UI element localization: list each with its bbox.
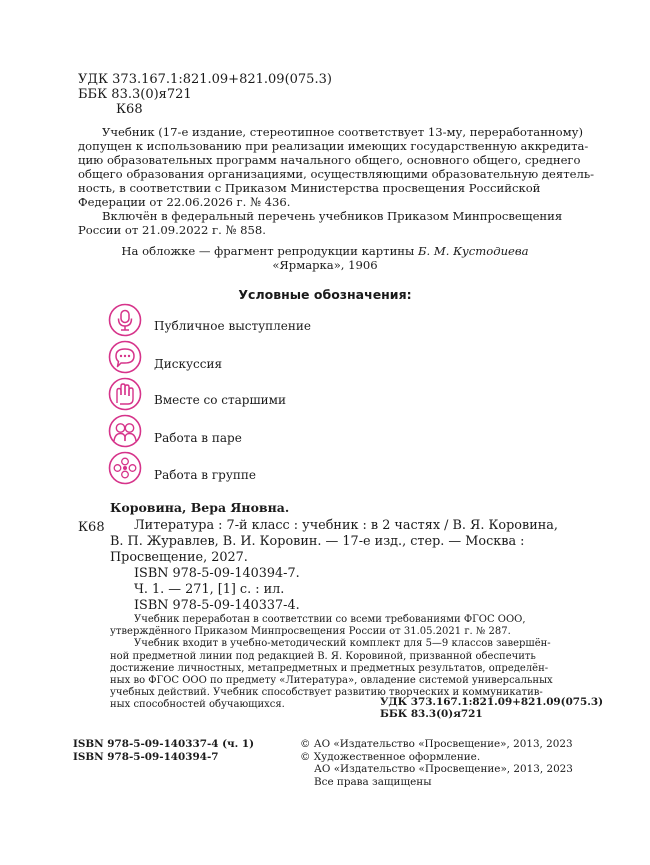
pair-icon (108, 414, 142, 448)
footer-isbn (73, 738, 254, 764)
record-code: К68 (78, 520, 105, 535)
group-icon (108, 451, 142, 485)
bibliographic-record (110, 518, 600, 614)
isbn-line: ISBN 978-5-09-140394-7. (134, 566, 300, 581)
author-mark: К68 (116, 102, 143, 117)
approval-line: Учебник (17-е издание, стереотипное соответствует 13-му, переработанному) (102, 125, 584, 139)
approval-line: России от 21.09.2022 г. № 858. (78, 223, 266, 237)
legend-title: Условные обозначения: (238, 287, 412, 302)
legend-item-pair-work (108, 414, 408, 448)
legend-label: Дискуссия (154, 357, 223, 371)
legend-label: Публичное выступление (154, 319, 311, 333)
approval-line: цию образовательных программ начального общего, основного общего, среднего (78, 153, 581, 167)
approval-paragraph (78, 125, 594, 237)
footer-bbk: ББК 83.3(0)я721 (380, 708, 483, 720)
annotation-line: ных способностей обучающихся. (110, 699, 285, 711)
hands-icon (108, 377, 142, 411)
cover-painting: «Ярмарка», 1906 (272, 258, 378, 272)
annotation-line: Учебник переработан в соответствии со всеми требованиями ФГОС ООО, (134, 614, 526, 625)
cover-artist: Б. М. Кустодиева (417, 244, 529, 258)
biblio-line: Литература : 7-й класс : учебник : в 2 частях / В. Я. Коровина, (134, 518, 558, 533)
copyright-block (300, 738, 573, 788)
copyright-line: © Художественное оформление. (300, 750, 481, 763)
udk-code: УДК 373.167.1:821.09+821.09(075.3) (78, 72, 332, 87)
legend-item-public-speaking (108, 303, 408, 337)
copyright-line: АО «Издательство «Просвещение», 2013, 2023 (314, 763, 573, 775)
legend-label: Работа в группе (154, 468, 256, 482)
isbn-part1: ISBN 978-5-09-140337-4 (ч. 1) (73, 738, 255, 750)
annotation-line: достижение личностных, метапредметных и предметных результатов, определён- (110, 662, 549, 674)
cover-note (0, 244, 650, 272)
legend-label: Вместе со старшими (154, 393, 286, 407)
isbn-line: ISBN 978-5-09-140337-4. (134, 598, 300, 613)
approval-line: ность, в соответствии с Приказом Министерства просвещения Российской (78, 181, 541, 195)
part-line: Ч. 1. — 271, [1] с. : ил. (134, 582, 285, 597)
legend-label: Работа в паре (154, 431, 242, 445)
legend-item-with-elders (108, 377, 408, 411)
annotation-line: Учебник входит в учебно-методический комплект для 5—9 классов завершён- (134, 638, 551, 650)
footer-codes (380, 696, 603, 720)
annotation-line: ной предметной линии под редакцией В. Я. Коровиной, призванной обеспечить (110, 650, 536, 662)
bbk-code: ББК 83.3(0)я721 (78, 87, 192, 102)
author-heading: Коровина, Вера Яновна. (110, 500, 290, 515)
biblio-line: В. П. Журавлев, В. И. Коровин. — 17-е изд., стер. — Москва : (110, 534, 525, 549)
approval-line: допущен к использованию при реализации имеющих государственную аккредита- (78, 139, 589, 153)
classification-codes (78, 72, 332, 117)
biblio-line: Просвещение, 2027. (110, 550, 248, 565)
speech-bubble-icon (108, 340, 142, 374)
annotation-line: утверждённого Приказом Минпросвещения России от 31.05.2021 г. № 287. (110, 626, 511, 638)
copyright-line: Все права защищены (314, 775, 432, 788)
legend-item-discussion (108, 340, 408, 374)
isbn-set: ISBN 978-5-09-140394-7 (73, 751, 219, 763)
approval-line: Включён в федеральный перечень учебников Приказом Минпросвещения (102, 209, 563, 223)
approval-line: Федерации от 22.06.2026 г. № 436. (78, 195, 291, 209)
microphone-icon (108, 303, 142, 337)
footer-udk: УДК 373.167.1:821.09+821.09(075.3) (380, 696, 604, 708)
cover-note-text: На обложке — фрагмент репродукции картины (121, 244, 418, 258)
annotation-line: учебных действий. Учебник способствует развитию творческих и коммуникатив- (110, 687, 543, 699)
annotation-line: ных во ФГОС ООО по предмету «Литература», овладение системой универсальных (110, 675, 553, 687)
legend-item-group-work (108, 451, 408, 485)
approval-line: общего образования организациями, осуществляющими образовательную деятель- (78, 167, 595, 181)
copyright-line: © АО «Издательство «Просвещение», 2013, 2023 (300, 738, 573, 750)
